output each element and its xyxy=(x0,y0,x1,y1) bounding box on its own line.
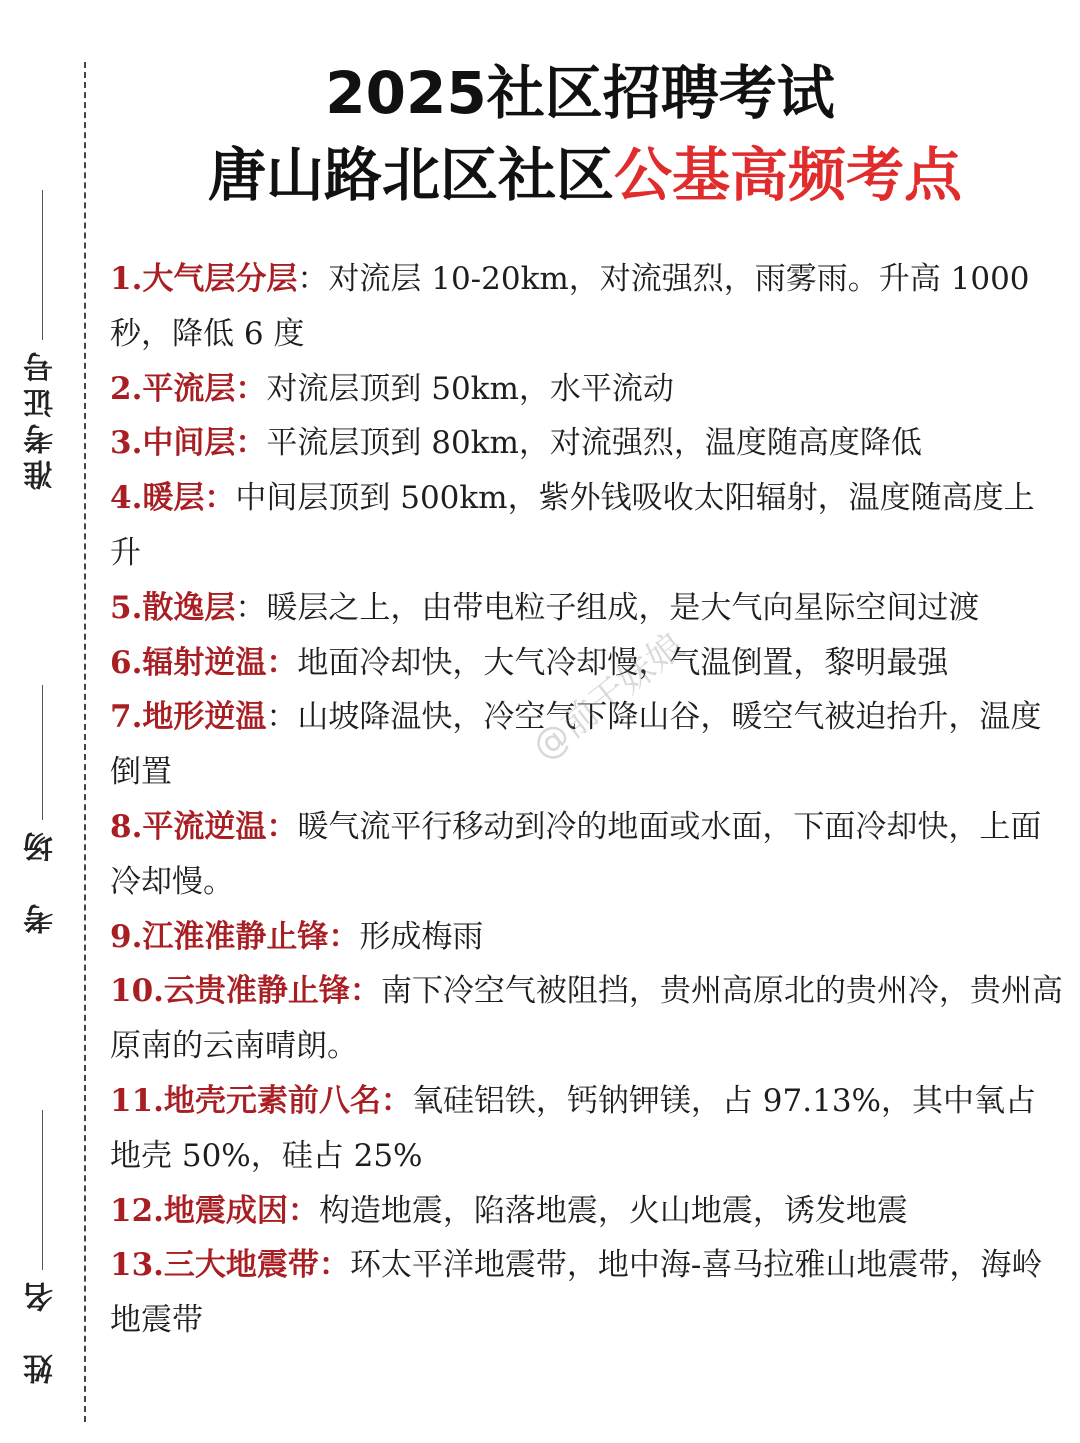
item-heading: 12.地震成因： xyxy=(110,1192,319,1229)
exam-room-label: 考 场 xyxy=(24,826,59,934)
title-line-1: 2025社区招聘考试 xyxy=(325,59,835,127)
list-item xyxy=(110,362,1065,417)
item-heading: 10.云贵准静止锋： xyxy=(110,973,381,1010)
fill-line xyxy=(42,1110,43,1270)
item-text: 环太平洋地震带，地中海-喜马拉雅山地震带，海岭地震带 xyxy=(110,1247,1043,1339)
exam-number-field xyxy=(22,190,62,490)
item-text: 氧硅铝铁，钙钠钾镁，占 97.13%，其中氧占地壳 50%，硅占 25% xyxy=(110,1082,1036,1174)
item-text: 对流层顶到 50km，水平流动 xyxy=(266,370,674,407)
watermark: @前干妹娘 xyxy=(524,625,693,769)
item-heading: 7.地形逆温 xyxy=(110,699,267,736)
title-line-2 xyxy=(90,134,1080,216)
page-title xyxy=(90,52,1080,216)
list-item xyxy=(110,800,1065,910)
item-text: ：对流层 10-20km，对流强烈，雨雾雨。升高 1000 秒，降低 6 度 xyxy=(110,261,1030,352)
exam-room-field xyxy=(22,685,62,934)
title-line-2-accent: 公基高频考点 xyxy=(614,141,963,209)
item-text: 平流层顶到 80km，对流强烈，温度随高度降低 xyxy=(266,425,922,462)
item-text: ：山坡降温快，冷空气下降山谷，暖空气被迫抬升，温度倒置 xyxy=(110,699,1042,791)
item-heading: 5.散逸层 xyxy=(110,589,236,626)
item-text: 中间层顶到 500km，紫外钱吸收太阳辐射，温度随高度上升 xyxy=(110,480,1035,571)
item-heading: 11.地壳元素前八名： xyxy=(110,1082,412,1119)
item-heading: 9.江淮准静止锋： xyxy=(110,918,360,955)
item-text: 地面冷却快，大气冷却慢，气温倒置，黎明最强 xyxy=(297,644,949,681)
dashed-cut-line xyxy=(84,62,86,1422)
exam-margin xyxy=(0,0,90,1443)
item-text: ：暖层之上，由带电粒子组成，是大气向星际空间过渡 xyxy=(235,589,980,626)
list-item xyxy=(110,1184,1065,1239)
item-text: 暖气流平行移动到冷的地面或水面，下面冷却快，上面冷却慢。 xyxy=(110,808,1042,900)
list-item xyxy=(110,252,1065,362)
item-heading: 13.三大地震带： xyxy=(110,1247,350,1284)
list-item xyxy=(110,964,1065,1074)
item-heading: 2.平流层： xyxy=(110,370,267,407)
name-label: 姓 名 xyxy=(24,1276,59,1384)
item-text: 形成梅雨 xyxy=(359,918,484,955)
name-field xyxy=(22,1110,62,1384)
item-heading: 4.暖层： xyxy=(110,480,236,517)
item-heading: 3.中间层： xyxy=(110,425,267,462)
exam-number-label: 准考证号 xyxy=(24,346,59,490)
list-item xyxy=(110,910,1065,965)
item-text: 南下冷空气被阻挡，贵州高原北的贵州冷，贵州高原南的云南晴朗。 xyxy=(110,973,1063,1065)
list-item xyxy=(110,1074,1065,1184)
fill-line xyxy=(42,190,43,340)
list-item xyxy=(110,581,1065,636)
list-item xyxy=(110,636,1065,691)
list-item xyxy=(110,1238,1065,1348)
fill-line xyxy=(42,685,43,820)
item-heading: 6.辐射逆温： xyxy=(110,644,298,681)
points-list xyxy=(110,252,1065,1348)
list-item xyxy=(110,471,1065,581)
list-item xyxy=(110,690,1065,800)
item-text: 构造地震，陷落地震，火山地震，诱发地震 xyxy=(318,1192,908,1229)
item-heading: 1.大气层分层 xyxy=(110,261,298,297)
item-heading: 8.平流逆温： xyxy=(110,808,298,845)
list-item xyxy=(110,416,1065,471)
title-line-2-plain: 唐山路北区社区 xyxy=(207,141,614,209)
